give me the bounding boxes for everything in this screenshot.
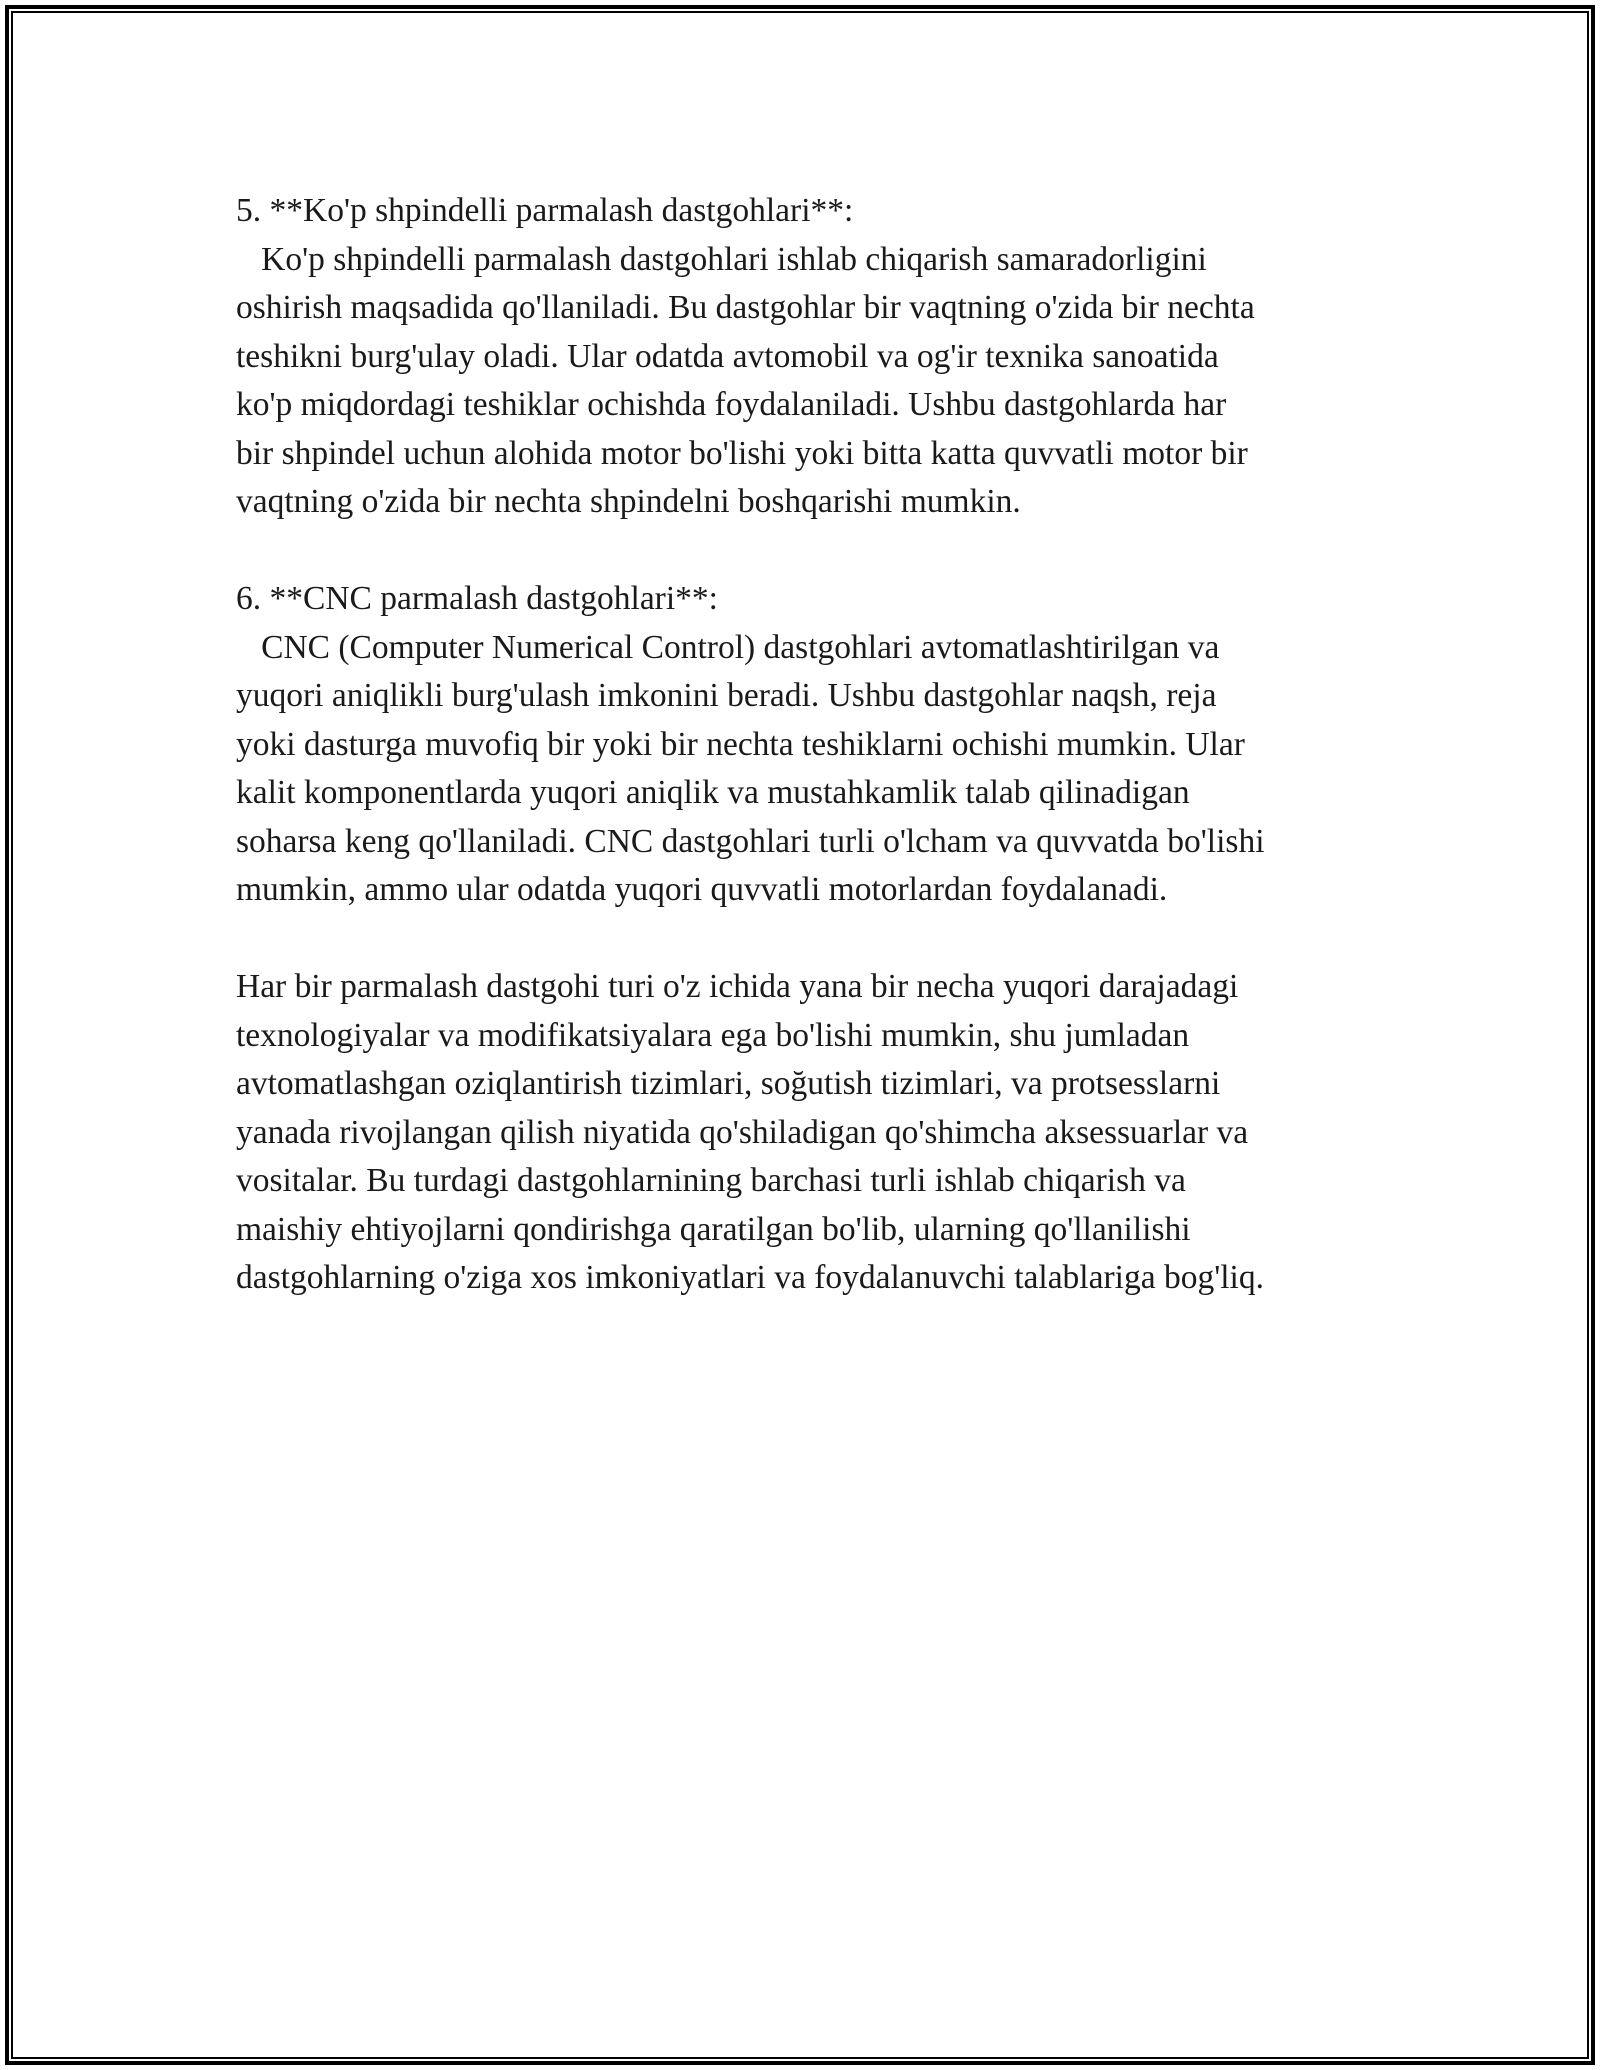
section-heading: 5. **Ko'p shpindelli parmalash dastgohlari**: [236,192,854,229]
paragraph-line: vositalar. Bu turdagi dastgohlarnining barchasi turli ishlab chiqarish va [236,1162,1186,1199]
paragraph-line: texnologiyalar va modifikatsiyalara ega bo'lishi mumkin, shu jumladan [236,1016,1190,1054]
paragraph-line: kalit komponentlarda yuqori aniqlik va mustahkamlik talab qilinadigan [236,774,1190,811]
paragraph-gap [236,527,1406,576]
paragraph-line: avtomatlashgan oziqlantirish tizimlari, soğutish tizimlari, va protsesslarni [236,1065,1221,1102]
paragraph-line: bir shpindel uchun alohida motor bo'lishi yoki bitta katta quvvatli motor bir [236,434,1248,472]
paragraph-line: maishiy ehtiyojlarni qondirishga qaratilgan bo'lib, ularning qo'llanilishi [236,1210,1191,1248]
paragraph-line: ko'p miqdordagi teshiklar ochishda foydalaniladi. Ushbu dastgohlarda har [236,386,1227,423]
paragraph-line: dastgohlarning o'ziga xos imkoniyatlari va foydalanuvchi talablariga bog'liq. [236,1259,1264,1296]
paragraph-line: soharsa keng qo'llaniladi. CNC dastgohlari turli o'lcham va quvvatda bo'lishi [236,822,1265,860]
paragraph-line: yuqori aniqlikli burg'ulash imkonini beradi. Ushbu dastgohlar naqsh, reja [236,677,1217,714]
paragraph-gap [236,915,1406,964]
paragraph-line: yoki dasturga muvofiq bir yoki bir nechta teshiklarni ochishi mumkin. Ular [236,725,1245,763]
paragraph-line: mumkin, ammo ular odatda yuqori quvvatli motorlardan foydalanadi. [236,871,1168,908]
section-heading: 6. **CNC parmalash dastgohlari**: [236,580,718,617]
paragraph-line: yanada rivojlangan qilish niyatida qo'shiladigan qo'shimcha aksessuarlar va [236,1113,1249,1151]
section-cnc [236,575,1406,915]
paragraph-line: CNC (Computer Numerical Control) dastgohlari avtomatlashtirilgan va [236,628,1220,666]
section-multi-spindle [236,187,1406,527]
paragraph-line: vaqtning o'zida bir nechta shpindelni boshqarishi mumkin. [236,483,1021,520]
document-body [236,187,1406,1303]
paragraph-line: oshirish maqsadida qo'llaniladi. Bu dastgohlar bir vaqtning o'zida bir nechta [236,289,1255,326]
paragraph-line: teshikni burg'ulay oladi. Ular odatda avtomobil va og'ir texnika sanoatida [236,337,1219,375]
section-summary [236,963,1406,1303]
paragraph-line: Har bir parmalash dastgohi turi o'z ichida yana bir necha yuqori darajadagi [236,968,1239,1005]
paragraph-line: Ko'p shpindelli parmalash dastgohlari ishlab chiqarish samaradorligini [236,240,1207,278]
